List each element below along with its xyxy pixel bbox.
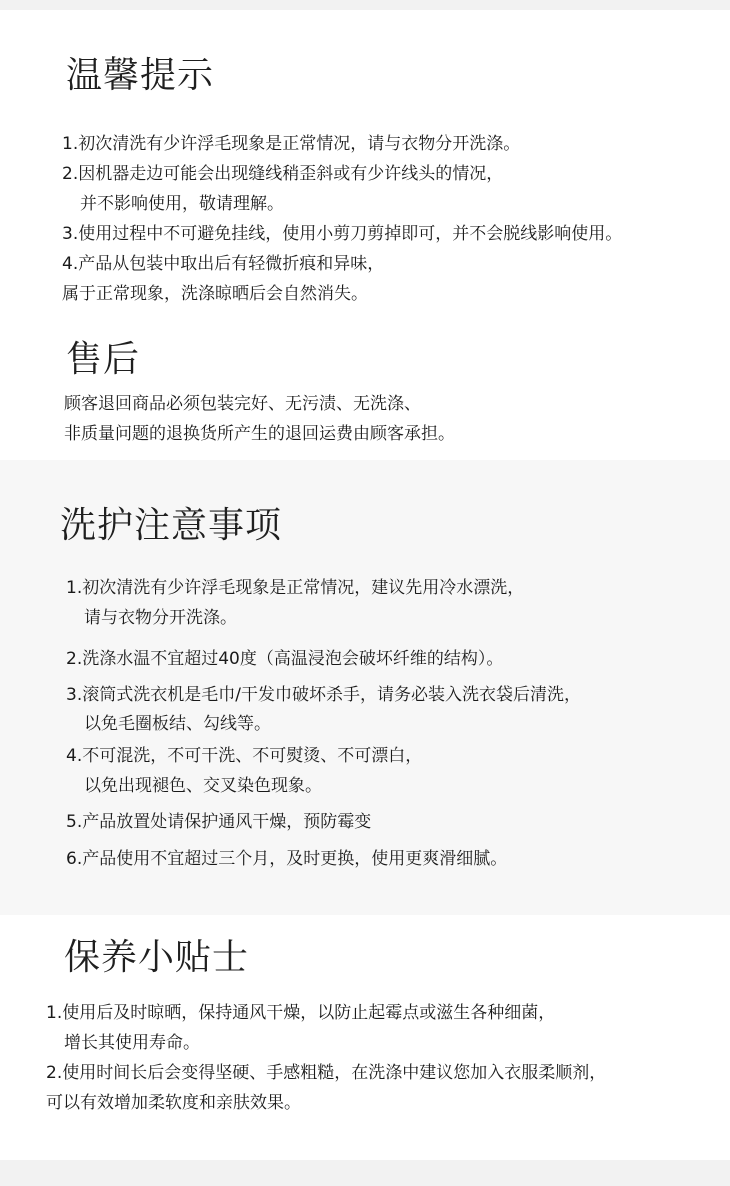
care-line-3: 2.洗涤水温不宜超过40度（高温浸泡会破坏纤维的结构）。 bbox=[66, 649, 504, 669]
care-line-2: 请与衣物分开洗涤。 bbox=[84, 608, 237, 628]
care-section bbox=[0, 460, 730, 915]
notice-line-3: 并不影响使用，敬请理解。 bbox=[80, 194, 284, 214]
after-sales-title: 售后 bbox=[66, 339, 141, 380]
care-line-8: 5.产品放置处请保护通风干燥，预防霉变 bbox=[66, 812, 372, 832]
tips-line-3: 2.使用时间长后会变得坚硬、手感粗糙，在洗涤中建议您加入衣服柔顺剂， bbox=[46, 1063, 607, 1083]
notice-section bbox=[0, 10, 730, 310]
tips-line-2: 增长其使用寿命。 bbox=[64, 1033, 200, 1053]
after-sales-line-2: 非质量问题的退换货所产生的退回运费由顾客承担。 bbox=[64, 424, 455, 444]
after-sales-line-1: 顾客退回商品必须包装完好、无污渍、无洗涤、 bbox=[64, 394, 421, 414]
care-line-4: 3.滚筒式洗衣机是毛巾/干发巾破坏杀手，请务必装入洗衣袋后清洗， bbox=[66, 685, 581, 705]
notice-line-2: 2.因机器走边可能会出现缝线稍歪斜或有少许线头的情况， bbox=[62, 164, 504, 184]
tips-line-4: 可以有效增加柔软度和亲肤效果。 bbox=[46, 1093, 301, 1113]
care-line-6: 4.不可混洗，不可干洗、不可熨烫、不可漂白， bbox=[66, 746, 423, 766]
notice-line-5: 4.产品从包装中取出后有轻微折痕和异味， bbox=[62, 254, 385, 274]
care-line-7: 以免出现褪色、交叉染色现象。 bbox=[84, 776, 322, 796]
bottom-divider bbox=[0, 1160, 730, 1186]
tips-section bbox=[0, 915, 730, 1160]
top-divider bbox=[0, 0, 730, 10]
care-title: 洗护注意事项 bbox=[60, 505, 283, 546]
notice-title: 温馨提示 bbox=[66, 55, 215, 96]
after-sales-section bbox=[0, 310, 730, 460]
care-line-1: 1.初次清洗有少许浮毛现象是正常情况，建议先用冷水漂洗， bbox=[66, 578, 525, 598]
care-line-5: 以免毛圈板结、勾线等。 bbox=[84, 714, 271, 734]
tips-line-1: 1.使用后及时晾晒，保持通风干燥，以防止起霉点或滋生各种细菌， bbox=[46, 1003, 556, 1023]
care-line-9: 6.产品使用不宜超过三个月，及时更换，使用更爽滑细腻。 bbox=[66, 849, 508, 869]
tips-title: 保养小贴士 bbox=[64, 937, 250, 978]
notice-line-6: 属于正常现象，洗涤晾晒后会自然消失。 bbox=[62, 284, 368, 304]
notice-line-1: 1.初次清洗有少许浮毛现象是正常情况，请与衣物分开洗涤。 bbox=[62, 134, 521, 154]
notice-line-4: 3.使用过程中不可避免挂线，使用小剪刀剪掉即可，并不会脱线影响使用。 bbox=[62, 224, 623, 244]
